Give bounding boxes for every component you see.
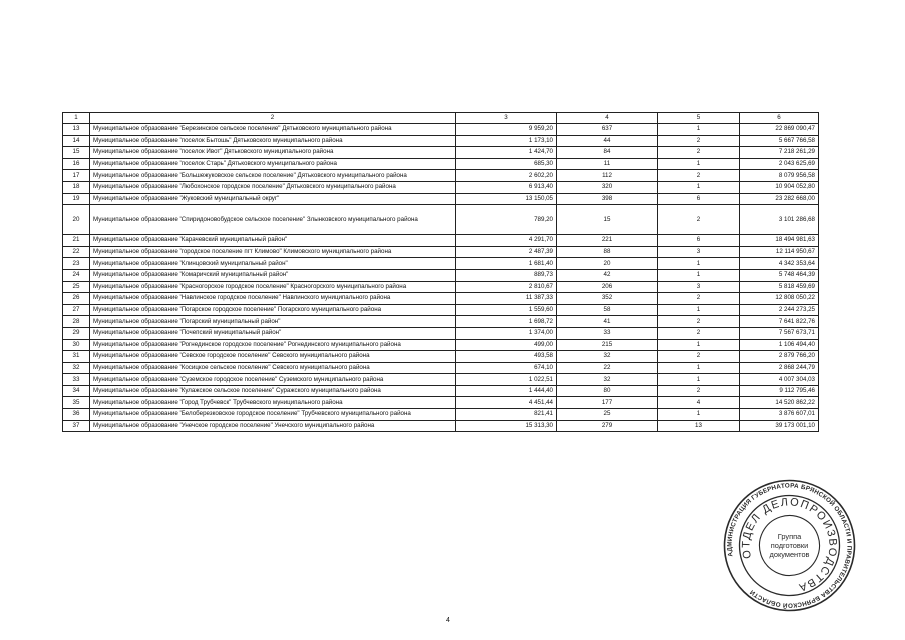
municipality-cell: Муниципальное образование "Погарский муниципальный район"	[90, 316, 456, 328]
table-row	[63, 374, 819, 386]
row-number-cell: 37	[63, 420, 90, 432]
municipality-cell: Муниципальное образование "Большежуковское сельское поселение" Дятьковского муниципального района	[90, 170, 456, 182]
category-cell: 1	[658, 181, 740, 193]
category-cell: 1	[658, 304, 740, 316]
stamp-center-text	[770, 532, 810, 559]
amount-cell: 18 494 981,63	[740, 235, 819, 247]
amount-cell: 2 879 766,20	[740, 351, 819, 363]
amount-cell: 2 043 625,69	[740, 158, 819, 170]
amount-cell: 10 904 052,80	[740, 181, 819, 193]
area-cell: 1 374,00	[456, 327, 557, 339]
category-cell: 1	[658, 124, 740, 136]
official-stamp	[722, 478, 857, 613]
area-cell: 685,30	[456, 158, 557, 170]
row-number-cell: 33	[63, 374, 90, 386]
amount-cell: 3 101 286,68	[740, 205, 819, 235]
amount-cell: 2 868 244,79	[740, 362, 819, 374]
count-cell: 320	[557, 181, 658, 193]
table-row	[63, 246, 819, 258]
amount-cell: 3 876 607,01	[740, 409, 819, 421]
table-row	[63, 304, 819, 316]
amount-cell: 7 567 673,71	[740, 327, 819, 339]
row-number-cell: 30	[63, 339, 90, 351]
municipality-cell: Муниципальное образование "Белоберезковское городское поселение" Трубчевского муниципального района	[90, 409, 456, 421]
table-row	[63, 124, 819, 136]
count-cell: 44	[557, 135, 658, 147]
area-cell: 821,41	[456, 409, 557, 421]
table-row	[63, 135, 819, 147]
table-row	[63, 170, 819, 182]
municipality-cell: Муниципальное образование "городское поселение пгт Климово" Климовского муниципального района	[90, 246, 456, 258]
count-cell: 221	[557, 235, 658, 247]
table-row	[63, 316, 819, 328]
table-row	[63, 385, 819, 397]
amount-cell: 7 641 822,76	[740, 316, 819, 328]
table-row	[63, 351, 819, 363]
header-cell: 6	[740, 113, 819, 124]
category-cell: 2	[658, 385, 740, 397]
row-number-cell: 22	[63, 246, 90, 258]
table-row	[63, 269, 819, 281]
table-row	[63, 205, 819, 235]
table-row	[63, 420, 819, 432]
category-cell: 1	[658, 269, 740, 281]
row-number-cell: 17	[63, 170, 90, 182]
amount-cell: 2 244 273,25	[740, 304, 819, 316]
municipality-cell: Муниципальное образование "Березинское сельское поселение" Дятьковского муниципального района	[90, 124, 456, 136]
area-cell: 15 313,30	[456, 420, 557, 432]
amount-cell: 1 106 494,40	[740, 339, 819, 351]
count-cell: 33	[557, 327, 658, 339]
row-number-cell: 32	[63, 362, 90, 374]
area-cell: 13 150,05	[456, 193, 557, 205]
municipality-cell: Муниципальное образование "Почепский муниципальный район"	[90, 327, 456, 339]
category-cell: 2	[658, 327, 740, 339]
count-cell: 32	[557, 374, 658, 386]
table-row	[63, 147, 819, 159]
count-cell: 32	[557, 351, 658, 363]
area-cell: 1 424,70	[456, 147, 557, 159]
amount-cell: 39 173 001,10	[740, 420, 819, 432]
area-cell: 789,20	[456, 205, 557, 235]
category-cell: 1	[658, 374, 740, 386]
count-cell: 80	[557, 385, 658, 397]
area-cell: 9 959,20	[456, 124, 557, 136]
municipality-cell: Муниципальное образование "Кулажское сельское поселение" Суражского муниципального района	[90, 385, 456, 397]
area-cell: 1 559,60	[456, 304, 557, 316]
count-cell: 25	[557, 409, 658, 421]
table-row	[63, 281, 819, 293]
area-cell: 493,58	[456, 351, 557, 363]
page-number: 4	[446, 617, 450, 624]
municipality-cell: Муниципальное образование "Севское городское поселение" Севского муниципального района	[90, 351, 456, 363]
area-cell: 4 451,44	[456, 397, 557, 409]
count-cell: 88	[557, 246, 658, 258]
table-row	[63, 158, 819, 170]
municipality-cell: Муниципальное образование "Любохонское городское поселение" Дятьковского муниципального района	[90, 181, 456, 193]
category-cell: 2	[658, 293, 740, 305]
row-number-cell: 27	[63, 304, 90, 316]
area-cell: 6 913,40	[456, 181, 557, 193]
count-cell: 279	[557, 420, 658, 432]
municipality-cell: Муниципальное образование "поселок Бытошь" Дятьковского муниципального района	[90, 135, 456, 147]
row-number-cell: 13	[63, 124, 90, 136]
header-cell: 5	[658, 113, 740, 124]
municipality-cell: Муниципальное образование "Спиридоновобудское сельское поселение" Злынковского муниципального района	[90, 205, 456, 235]
count-cell: 15	[557, 205, 658, 235]
table-row	[63, 327, 819, 339]
header-cell: 2	[90, 113, 456, 124]
row-number-cell: 14	[63, 135, 90, 147]
table-row	[63, 293, 819, 305]
category-cell: 2	[658, 316, 740, 328]
row-number-cell: 15	[63, 147, 90, 159]
amount-cell: 23 282 668,00	[740, 193, 819, 205]
municipality-cell: Муниципальное образование "Рогнединское городское поселение" Рогнединского муниципального района	[90, 339, 456, 351]
amount-cell: 14 520 862,22	[740, 397, 819, 409]
table-row	[63, 235, 819, 247]
municipality-cell: Муниципальное образование "Клинцовский муниципальный район"	[90, 258, 456, 270]
table-row	[63, 339, 819, 351]
row-number-cell: 16	[63, 158, 90, 170]
municipality-cell: Муниципальное образование "Унечское городское поселение" Унечского муниципального района	[90, 420, 456, 432]
category-cell: 6	[658, 235, 740, 247]
table-row	[63, 181, 819, 193]
row-number-cell: 26	[63, 293, 90, 305]
category-cell: 13	[658, 420, 740, 432]
count-cell: 215	[557, 339, 658, 351]
category-cell: 1	[658, 409, 740, 421]
municipality-cell: Муниципальное образование "Жуковский муниципальный округ"	[90, 193, 456, 205]
category-cell: 2	[658, 351, 740, 363]
stamp-center-line: Группа	[777, 532, 802, 541]
header-cell: 4	[557, 113, 658, 124]
row-number-cell: 19	[63, 193, 90, 205]
count-cell: 84	[557, 147, 658, 159]
row-number-cell: 25	[63, 281, 90, 293]
amount-cell: 22 869 090,47	[740, 124, 819, 136]
area-cell: 674,10	[456, 362, 557, 374]
category-cell: 4	[658, 397, 740, 409]
count-cell: 177	[557, 397, 658, 409]
area-cell: 2 602,20	[456, 170, 557, 182]
amount-cell: 5 667 766,58	[740, 135, 819, 147]
area-cell: 2 487,39	[456, 246, 557, 258]
count-cell: 20	[557, 258, 658, 270]
row-number-cell: 29	[63, 327, 90, 339]
stamp-center-line: документов	[769, 550, 810, 559]
category-cell: 3	[658, 246, 740, 258]
category-cell: 1	[658, 339, 740, 351]
amount-cell: 7 218 261,29	[740, 147, 819, 159]
amount-cell: 4 007 304,03	[740, 374, 819, 386]
data-table	[62, 112, 819, 432]
header-cell: 1	[63, 113, 90, 124]
category-cell: 1	[658, 258, 740, 270]
header-cell: 3	[456, 113, 557, 124]
municipality-cell: Муниципальное образование "Навлинское городское поселение" Навлинского муниципального района	[90, 293, 456, 305]
municipality-cell: Муниципальное образование "Косицкое сельское поселение" Севского муниципального района	[90, 362, 456, 374]
amount-cell: 4 342 353,64	[740, 258, 819, 270]
row-number-cell: 35	[63, 397, 90, 409]
area-cell: 889,73	[456, 269, 557, 281]
count-cell: 637	[557, 124, 658, 136]
row-number-cell: 24	[63, 269, 90, 281]
row-number-cell: 18	[63, 181, 90, 193]
area-cell: 1 173,10	[456, 135, 557, 147]
table-body	[63, 113, 819, 432]
count-cell: 58	[557, 304, 658, 316]
area-cell: 2 810,67	[456, 281, 557, 293]
table-row	[63, 193, 819, 205]
stamp-ring-text: ОТДЕЛ ДЕЛОПРОИЗВОДСТВА	[740, 496, 839, 594]
category-cell: 2	[658, 147, 740, 159]
municipality-cell: Муниципальное образование "Суземское городское поселение" Суземского муниципального района	[90, 374, 456, 386]
stamp-center-line: подготовки	[770, 541, 809, 550]
amount-cell: 8 079 956,58	[740, 170, 819, 182]
count-cell: 41	[557, 316, 658, 328]
area-cell: 4 291,70	[456, 235, 557, 247]
area-cell: 11 387,33	[456, 293, 557, 305]
amount-cell: 12 114 950,67	[740, 246, 819, 258]
row-number-cell: 20	[63, 205, 90, 235]
category-cell: 3	[658, 281, 740, 293]
amount-cell: 5 748 464,39	[740, 269, 819, 281]
table-header-row	[63, 113, 819, 124]
count-cell: 42	[557, 269, 658, 281]
municipality-cell: Муниципальное образование "Город Трубчевск" Трубчевского муниципального района	[90, 397, 456, 409]
municipality-cell: Муниципальное образование "Погарское городское поселение" Погарского муниципального района	[90, 304, 456, 316]
category-cell: 1	[658, 362, 740, 374]
category-cell: 6	[658, 193, 740, 205]
row-number-cell: 28	[63, 316, 90, 328]
stamp-outer-text: АДМИНИСТРАЦИЯ ГУБЕРНАТОРА БРЯНСКОЙ ОБЛАСТИ И ПРАВИТЕЛЬСТВА БРЯНСКОЙ ОБЛАСТИ	[726, 482, 853, 609]
count-cell: 398	[557, 193, 658, 205]
area-cell: 1 681,40	[456, 258, 557, 270]
row-number-cell: 31	[63, 351, 90, 363]
area-cell: 1 444,40	[456, 385, 557, 397]
category-cell: 2	[658, 170, 740, 182]
table-row	[63, 258, 819, 270]
count-cell: 112	[557, 170, 658, 182]
amount-cell: 12 808 050,22	[740, 293, 819, 305]
table-row	[63, 362, 819, 374]
row-number-cell: 21	[63, 235, 90, 247]
category-cell: 2	[658, 205, 740, 235]
municipality-cell: Муниципальное образование "поселок Старь" Дятьковского муниципального района	[90, 158, 456, 170]
area-cell: 1 698,72	[456, 316, 557, 328]
table-row	[63, 409, 819, 421]
row-number-cell: 36	[63, 409, 90, 421]
municipality-cell: Муниципальное образование "Комаричский муниципальный район"	[90, 269, 456, 281]
row-number-cell: 34	[63, 385, 90, 397]
count-cell: 22	[557, 362, 658, 374]
count-cell: 352	[557, 293, 658, 305]
amount-cell: 5 818 459,69	[740, 281, 819, 293]
count-cell: 206	[557, 281, 658, 293]
area-cell: 499,00	[456, 339, 557, 351]
area-cell: 1 022,51	[456, 374, 557, 386]
amount-cell: 9 112 795,46	[740, 385, 819, 397]
municipality-cell: Муниципальное образование "Красногорское городское поселение" Красногорского муниципального района	[90, 281, 456, 293]
category-cell: 1	[658, 158, 740, 170]
category-cell: 2	[658, 135, 740, 147]
table-row	[63, 397, 819, 409]
count-cell: 11	[557, 158, 658, 170]
row-number-cell: 23	[63, 258, 90, 270]
municipality-cell: Муниципальное образование "Карачевский муниципальный район"	[90, 235, 456, 247]
municipality-cell: Муниципальное образование "поселок Ивот" Дятьковского муниципального района	[90, 147, 456, 159]
